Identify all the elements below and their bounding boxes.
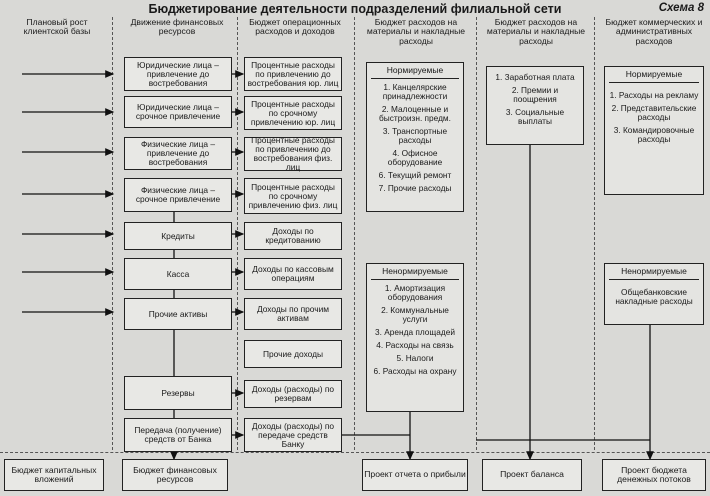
resource-box: Юридические лица – срочное привлечение: [124, 96, 232, 128]
capital-budget-box: Бюджет капитальных вложений: [4, 459, 104, 491]
resource-box: Физические лица – срочное привлечение: [124, 178, 232, 212]
panel-title: Ненормируемые: [371, 264, 459, 280]
resource-box: Юридические лица – привлечение до востребования: [124, 57, 232, 91]
financial-budget-box: Бюджет финансовых ресурсов: [122, 459, 228, 491]
column-header-materials-budget-2: Бюджет расходов на материалы и накладные расходы: [486, 17, 586, 46]
column-header-financial-flow: Движение финансовых ресурсов: [130, 17, 224, 37]
operation-box: Доходы (расходы) по передаче средств Банку: [244, 418, 342, 452]
panel-item: 3. Транспортные расходы: [382, 126, 448, 145]
operation-box: Доходы по кредитованию: [244, 222, 342, 250]
panel-title: Нормируемые: [371, 63, 459, 79]
balance-project-box: Проект баланса: [482, 459, 582, 491]
panel-item: 2. Малоценные и быстроизн. предм.: [379, 104, 451, 123]
panel-item: 1. Канцелярские принадлежности: [382, 82, 448, 101]
panel-title: Нормируемые: [609, 67, 699, 83]
operation-box: Процентные расходы по привлечению до востребования юр. лиц: [244, 57, 342, 91]
panel-item: 2. Премии и поощрения: [511, 85, 559, 104]
panel-item: Общебанковские накладные расходы: [615, 287, 693, 306]
panel-item: 2. Коммунальные услуги: [381, 305, 449, 324]
resource-box: Касса: [124, 258, 232, 290]
panel-item: 7. Прочие расходы: [378, 183, 452, 193]
resource-box: Прочие активы: [124, 298, 232, 330]
resource-box: Физические лица – привлечение до востребования: [124, 137, 232, 170]
panel-item: 6. Расходы на охрану: [373, 366, 457, 376]
panel-item: 6. Текущий ремонт: [378, 170, 452, 180]
operation-box: Процентные расходы по срочному привлечению юр. лиц: [244, 96, 342, 130]
panel-item: 3. Аренда площадей: [375, 327, 455, 337]
column-header-materials-budget: Бюджет расходов на материалы и накладные расходы: [366, 17, 466, 46]
column-header-client-base: Плановый рост клиентской базы: [23, 17, 91, 37]
operation-box: Процентные расходы по срочному привлечению физ. лиц: [244, 178, 342, 214]
panel-item: 5. Налоги: [396, 353, 434, 363]
panel-item: 1. Заработная плата: [495, 72, 575, 82]
profit-report-box: Проект отчета о прибыли: [362, 459, 468, 491]
materials-normed-panel: [366, 62, 464, 212]
cashflow-budget-box: Проект бюджета денежных потоков: [602, 459, 706, 491]
salary-panel: [486, 66, 584, 145]
panel-item: 1. Расходы на рекламу: [609, 90, 699, 100]
resource-box: Резервы: [124, 376, 232, 410]
panel-item: 3. Социальные выплаты: [505, 107, 565, 126]
commercial-normed-panel: [604, 66, 704, 195]
operation-box: Доходы по прочим активам: [244, 298, 342, 330]
scheme-label: Схема 8: [658, 2, 704, 14]
operation-box: Прочие доходы: [244, 340, 342, 368]
panel-title: Ненормируемые: [609, 264, 699, 280]
panel-item: 3. Командировочные расходы: [613, 125, 695, 144]
panel-item: 4. Расходы на связь: [376, 340, 454, 350]
column-header-commercial-budget: Бюджет коммерческих и административных расходов: [605, 17, 703, 46]
operation-box: Доходы (расходы) по резервам: [244, 380, 342, 408]
column-header-operating-budget: Бюджет операционных расходов и доходов: [249, 17, 341, 37]
commercial-nonnormed-panel: [604, 263, 704, 325]
materials-nonnormed-panel: [366, 263, 464, 412]
panel-item: 2. Представительские расходы: [611, 103, 697, 122]
resource-box: Кредиты: [124, 222, 232, 250]
panel-item: 1. Амортизация оборудования: [384, 283, 446, 302]
operation-box: Процентные расходы по привлечению до востребования физ. лиц: [244, 137, 342, 171]
operation-box: Доходы по кассовым операциям: [244, 258, 342, 290]
resource-box: Передача (получение) средств от Банка: [124, 418, 232, 452]
panel-item: 4. Офисное оборудование: [387, 148, 443, 167]
diagram-title: Бюджетирование деятельности подразделений филиальной сети: [148, 2, 562, 16]
